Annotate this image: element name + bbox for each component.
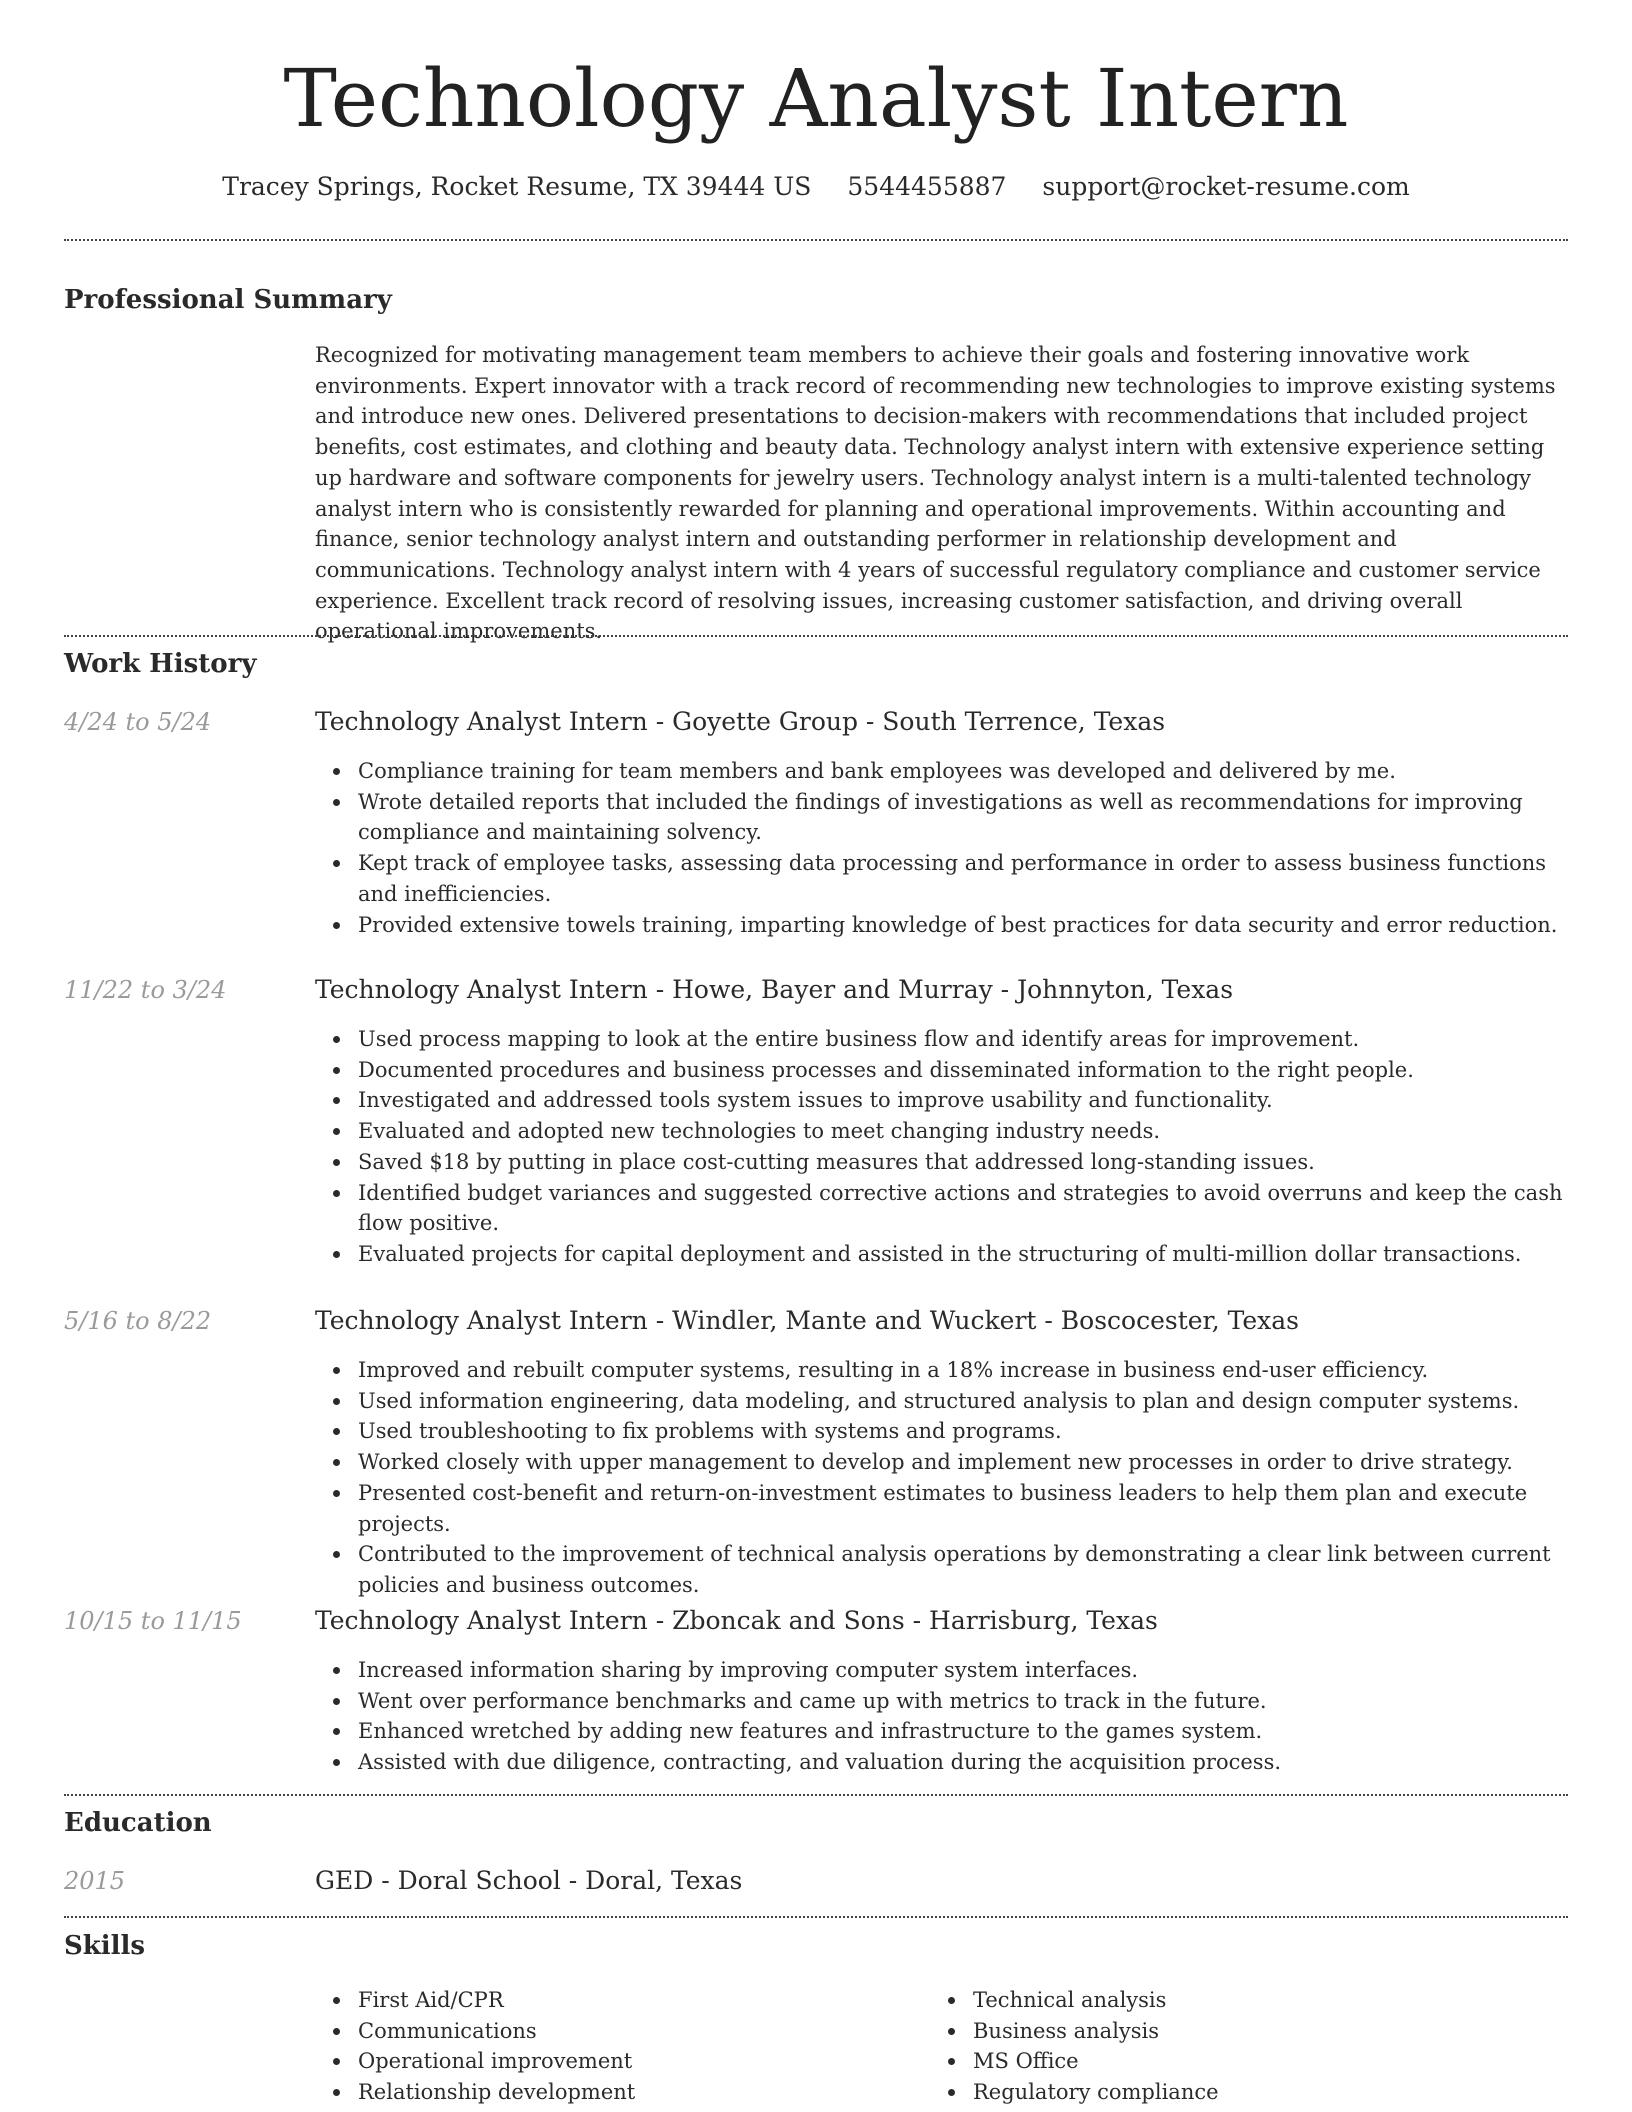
contact-email: support@rocket-resume.com [1042, 172, 1410, 201]
divider [64, 1794, 1568, 1796]
contact-phone: 5544455887 [847, 172, 1007, 201]
job-dates: 5/16 to 8/22 [64, 1307, 212, 1335]
skills-list-left [358, 1985, 635, 2108]
job-title: Technology Analyst Intern - Goyette Group - South Terrence, Texas [315, 707, 1166, 736]
list-item: Kept track of employee tasks, assessing data processing and performance in order to assess business functions and inefficiencies. [358, 848, 1568, 909]
skill-item: Operational improvement [358, 2046, 635, 2077]
divider [64, 239, 1568, 241]
contact-address: Tracey Springs, Rocket Resume, TX 39444 US [222, 172, 812, 201]
list-item: Used information engineering, data modeling, and structured analysis to plan and design computer systems. [358, 1386, 1568, 1417]
job-bullets [358, 1355, 1568, 1601]
section-title-summary: Professional Summary [64, 285, 392, 315]
job-dates: 4/24 to 5/24 [64, 708, 212, 736]
list-item: Investigated and addressed tools system issues to improve usability and functionality. [358, 1085, 1568, 1116]
list-item: Provided extensive towels training, imparting knowledge of best practices for data security and error reduction. [358, 910, 1568, 941]
list-item: Presented cost-benefit and return-on-investment estimates to business leaders to help them plan and execute projects. [358, 1478, 1568, 1539]
job-bullets [358, 1655, 1568, 1778]
education-entry: GED - Doral School - Doral, Texas [315, 1866, 743, 1895]
list-item: Went over performance benchmarks and came up with metrics to track in the future. [358, 1686, 1568, 1717]
skill-item: First Aid/CPR [358, 1985, 635, 2016]
list-item: Used troubleshooting to fix problems with systems and programs. [358, 1416, 1568, 1447]
divider [64, 635, 1568, 637]
contact-line [0, 170, 1632, 204]
list-item: Identified budget variances and suggested corrective actions and strategies to avoid overruns and keep the cash flow positive. [358, 1178, 1568, 1239]
section-title-education: Education [64, 1808, 212, 1838]
list-item: Enhanced wretched by adding new features and infrastructure to the games system. [358, 1716, 1568, 1747]
summary-text: Recognized for motivating management team members to achieve their goals and fostering innovative work environments. Expert innovator with a track record of recommending new technologies to improve existing systems and introduce new ones. Delivered presentations to decision-makers with recommendations that included project benefits, cost estimates, and clothing and beauty data. Technology analyst intern with extensive experience setting up hardware and software components for jewelry users. Technology analyst intern is a multi-talented technology analyst intern who is consistently rewarded for planning and operational improvements. Within accounting and finance, senior technology analyst intern and outstanding performer in relationship development and communications. Technology analyst intern with 4 years of successful regulatory compliance and customer service experience. Excellent track record of resolving issues, increasing customer satisfaction, and driving overall operational improvements. [315, 343, 1556, 644]
skill-item: MS Office [973, 2046, 1219, 2077]
list-item: Contributed to the improvement of technical analysis operations by demonstrating a clear link between current policies and business outcomes. [358, 1539, 1568, 1600]
job-bullets [358, 756, 1568, 940]
list-item: Wrote detailed reports that included the findings of investigations as well as recommendations for improving compliance and maintaining solvency. [358, 787, 1568, 848]
resume-title: Technology Analyst Intern [283, 52, 1349, 145]
skills-list-right [973, 1985, 1219, 2108]
list-item: Saved $18 by putting in place cost-cutting measures that addressed long-standing issues. [358, 1147, 1568, 1178]
job-title: Technology Analyst Intern - Howe, Bayer and Murray - Johnnyton, Texas [315, 975, 1234, 1004]
skill-item: Business analysis [973, 2016, 1219, 2047]
divider [64, 1916, 1568, 1918]
list-item: Documented procedures and business processes and disseminated information to the right people. [358, 1055, 1568, 1086]
list-item: Used process mapping to look at the entire business flow and identify areas for improvement. [358, 1024, 1568, 1055]
section-title-skills: Skills [64, 1931, 146, 1961]
education-year: 2015 [64, 1867, 126, 1895]
job-dates: 11/22 to 3/24 [64, 976, 227, 1004]
list-item: Compliance training for team members and bank employees was developed and delivered by me. [358, 756, 1568, 787]
section-title-work-history: Work History [64, 649, 257, 679]
skill-item: Communications [358, 2016, 635, 2047]
list-item: Increased information sharing by improving computer system interfaces. [358, 1655, 1568, 1686]
skill-item: Technical analysis [973, 1985, 1219, 2016]
list-item: Assisted with due diligence, contracting, and valuation during the acquisition process. [358, 1747, 1568, 1778]
job-bullets [358, 1024, 1568, 1270]
skill-item: Regulatory compliance [973, 2077, 1219, 2108]
skill-item: Relationship development [358, 2077, 635, 2108]
list-item: Improved and rebuilt computer systems, resulting in a 18% increase in business end-user efficiency. [358, 1355, 1568, 1386]
list-item: Evaluated projects for capital deployment and assisted in the structuring of multi-million dollar transactions. [358, 1239, 1568, 1270]
list-item: Evaluated and adopted new technologies to meet changing industry needs. [358, 1116, 1568, 1147]
job-dates: 10/15 to 11/15 [64, 1607, 242, 1635]
job-title: Technology Analyst Intern - Windler, Mante and Wuckert - Boscocester, Texas [315, 1306, 1300, 1335]
job-title: Technology Analyst Intern - Zboncak and Sons - Harrisburg, Texas [315, 1606, 1158, 1635]
list-item: Worked closely with upper management to develop and implement new processes in order to drive strategy. [358, 1447, 1568, 1478]
